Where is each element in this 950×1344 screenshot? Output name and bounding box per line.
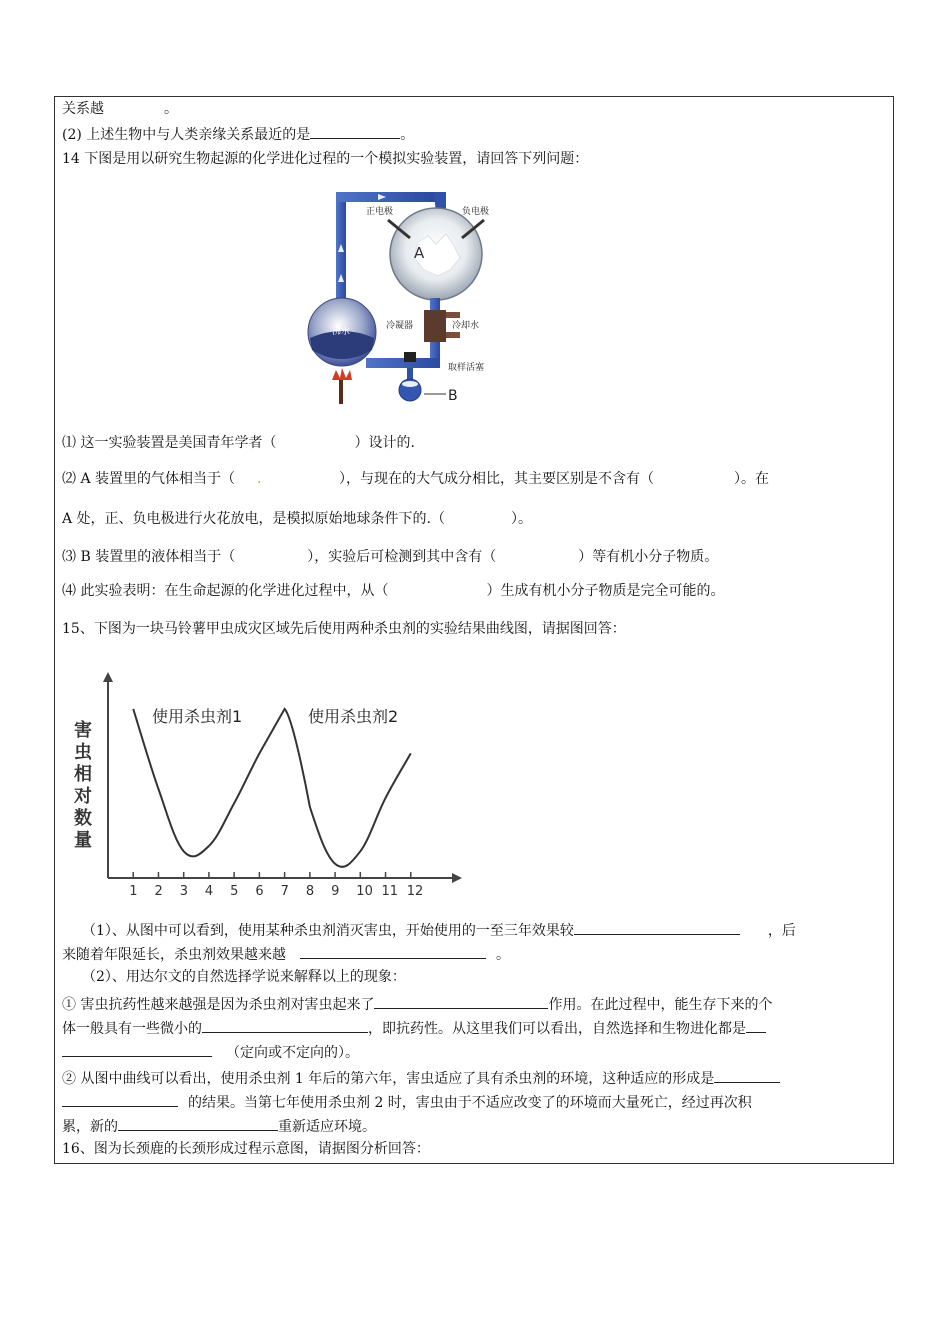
x-tick-label: 2	[154, 884, 163, 899]
q14-part2-cont	[62, 510, 532, 528]
q14-part2-text-d: A 处，正、负电极进行火花放电，是模拟原始地球条件下的.（	[62, 511, 446, 527]
annotation-pesticide-2: 使用杀虫剂2	[308, 707, 399, 726]
q15-point1-text-b: 作用。在此过程中，能生存下来的个	[548, 997, 773, 1013]
q15-point2-cont2	[62, 1116, 376, 1136]
x-tick-label: 7	[280, 884, 289, 899]
q14-part2	[62, 470, 769, 488]
x-tick-label: 4	[204, 884, 214, 899]
x-tick-label: 10	[356, 884, 373, 899]
y-axis-arrow	[103, 672, 113, 682]
y-axis-label-char: 对	[74, 786, 92, 807]
condenser	[424, 310, 446, 342]
q15-title: 15、下图为一块马铃薯甲虫成灾区域先后使用两种杀虫剂的实验结果曲线图，请据图回答：	[62, 621, 626, 637]
label-sampling-valve: 取样活塞	[448, 363, 485, 373]
label-boiling-water: 沸水	[332, 327, 351, 337]
q15-point1-text-d: ，即抗药性。从这里我们可以看出，自然选择和生物进化都是	[368, 1021, 746, 1037]
q14-part1-text: ⑴ 这一实验装置是美国青年学者（	[62, 435, 277, 451]
pest-population-chart	[70, 672, 470, 900]
q14-part3-text-c: ）等有机小分子物质。	[578, 549, 719, 565]
q15-part1-cont	[62, 944, 510, 964]
q14-part2-text-c: ）。在	[734, 471, 770, 487]
y-axis-label-char: 虫	[74, 742, 92, 763]
answer-blank[interactable]	[374, 994, 548, 1009]
q14-part4-text-b: ）生成有机小分子物质是完全可能的。	[486, 583, 725, 599]
label-negative-electrode: 负电极	[462, 207, 490, 217]
q14-part1-end: ）设计的.	[354, 435, 415, 451]
answer-blank[interactable]	[118, 1116, 278, 1131]
answer-blank[interactable]	[62, 1042, 212, 1057]
answer-blank[interactable]	[62, 1092, 178, 1107]
q14-title: 14 下图是用以研究生物起源的化学进化过程的一个模拟实验装置，请回答下列问题：	[62, 151, 589, 167]
q15-point2-text-b: 的结果。当第七年使用杀虫剂 2 时，害虫由于不适应改变了的环境而大量死亡，经过再次积	[188, 1095, 752, 1111]
text-period: 。	[400, 127, 415, 143]
y-axis-label-char: 相	[74, 764, 92, 785]
q14-part3-text-b: ），实验后可检测到其中含有（	[307, 549, 497, 565]
q14-part2-text-a: ⑵ A 装置里的气体相当于（	[62, 471, 236, 487]
x-tick-label: 5	[230, 884, 239, 899]
label-cooling-water: 冷却水	[452, 321, 480, 331]
q15-point1-text-e: （定向或不定向的）。	[226, 1045, 359, 1061]
q14-part3	[62, 548, 718, 566]
answer-blank[interactable]	[310, 124, 400, 139]
q15-part1-text-b: ，后	[767, 923, 796, 939]
q15-point1-text-c: 体一般具有一些微小的	[62, 1021, 202, 1037]
q15-point1	[62, 994, 772, 1014]
answer-blank[interactable]: .	[257, 471, 262, 487]
q15-part1	[82, 920, 796, 940]
y-axis-label-char: 害	[74, 720, 92, 741]
label-condenser: 冷凝器	[386, 321, 414, 331]
x-tick-label: 12	[406, 884, 424, 899]
q13-part2	[62, 124, 414, 144]
answer-blank[interactable]	[714, 1068, 780, 1083]
text-period: 。	[164, 101, 178, 117]
q15-point1-cont	[62, 1018, 766, 1038]
q14-part1	[62, 434, 415, 452]
q15-part1-text-c: 来随着年限延长，杀虫剂效果越来越	[62, 947, 286, 963]
label-positive-electrode: 正电极	[366, 207, 394, 217]
y-axis-label-char: 量	[74, 830, 92, 851]
q14-part4	[62, 582, 724, 600]
x-tick-label: 1	[129, 884, 138, 899]
annotation-pesticide-1: 使用杀虫剂1	[152, 707, 243, 726]
x-axis-arrow	[452, 873, 462, 883]
pest-curve	[133, 709, 411, 867]
q14-part2-text-b: ），与现在的大气成分相比，其主要区别是不含有（	[339, 471, 655, 487]
text-relation: 关系越	[62, 101, 104, 117]
answer-blank[interactable]	[746, 1018, 766, 1033]
q15-point2-text-d: 重新适应环境。	[278, 1119, 376, 1135]
answer-blank[interactable]	[574, 920, 740, 935]
y-axis-label-char: 数	[74, 808, 92, 829]
q15-point2	[62, 1068, 780, 1088]
q15-point2-text-a: ② 从图中曲线可以看出，使用杀虫剂 1 年后的第六年，害虫适应了具有杀虫剂的环境，这种适应的形成是	[62, 1071, 715, 1087]
x-tick-label: 9	[331, 884, 340, 899]
x-tick-label: 11	[381, 884, 399, 899]
q15-point2-cont	[62, 1092, 752, 1112]
text-line-1	[62, 100, 178, 118]
q15-part1-text-d: 。	[496, 947, 510, 963]
miller-apparatus-figure	[306, 184, 510, 410]
x-tick-label: 8	[305, 884, 315, 899]
q13-part2-text: (2) 上述生物中与人类亲缘关系最近的是	[62, 127, 311, 143]
q15-point1-text-a: ① 害虫抗药性越来越强是因为杀虫剂对害虫起来了	[62, 997, 375, 1013]
x-tick-label: 6	[255, 884, 264, 899]
q15-part1-text-a: （1）、从图中可以看到，使用某种杀虫剂消灭害虫，开始使用的一至三年效果较	[82, 923, 574, 939]
x-tick-label: 3	[179, 884, 188, 899]
q14-part3-text-a: ⑶ B 装置里的液体相当于（	[62, 549, 236, 565]
q16-title: 16、图为长颈鹿的长颈形成过程示意图，请据图分析回答：	[62, 1141, 430, 1157]
q15-point2-text-c: 累，新的	[62, 1119, 118, 1135]
label-b: B	[448, 388, 458, 404]
q14-part4-text-a: ⑷ 此实验表明：在生命起源的化学进化过程中，从（	[62, 583, 389, 599]
label-a: A	[414, 244, 425, 262]
q14-part2-end: ）。	[511, 511, 533, 527]
answer-blank[interactable]	[300, 944, 486, 959]
q15-part2: （2）、用达尔文的自然选择学说来解释以上的现象：	[82, 969, 406, 985]
q15-point1-cont2	[62, 1042, 359, 1062]
answer-blank[interactable]	[202, 1018, 368, 1033]
